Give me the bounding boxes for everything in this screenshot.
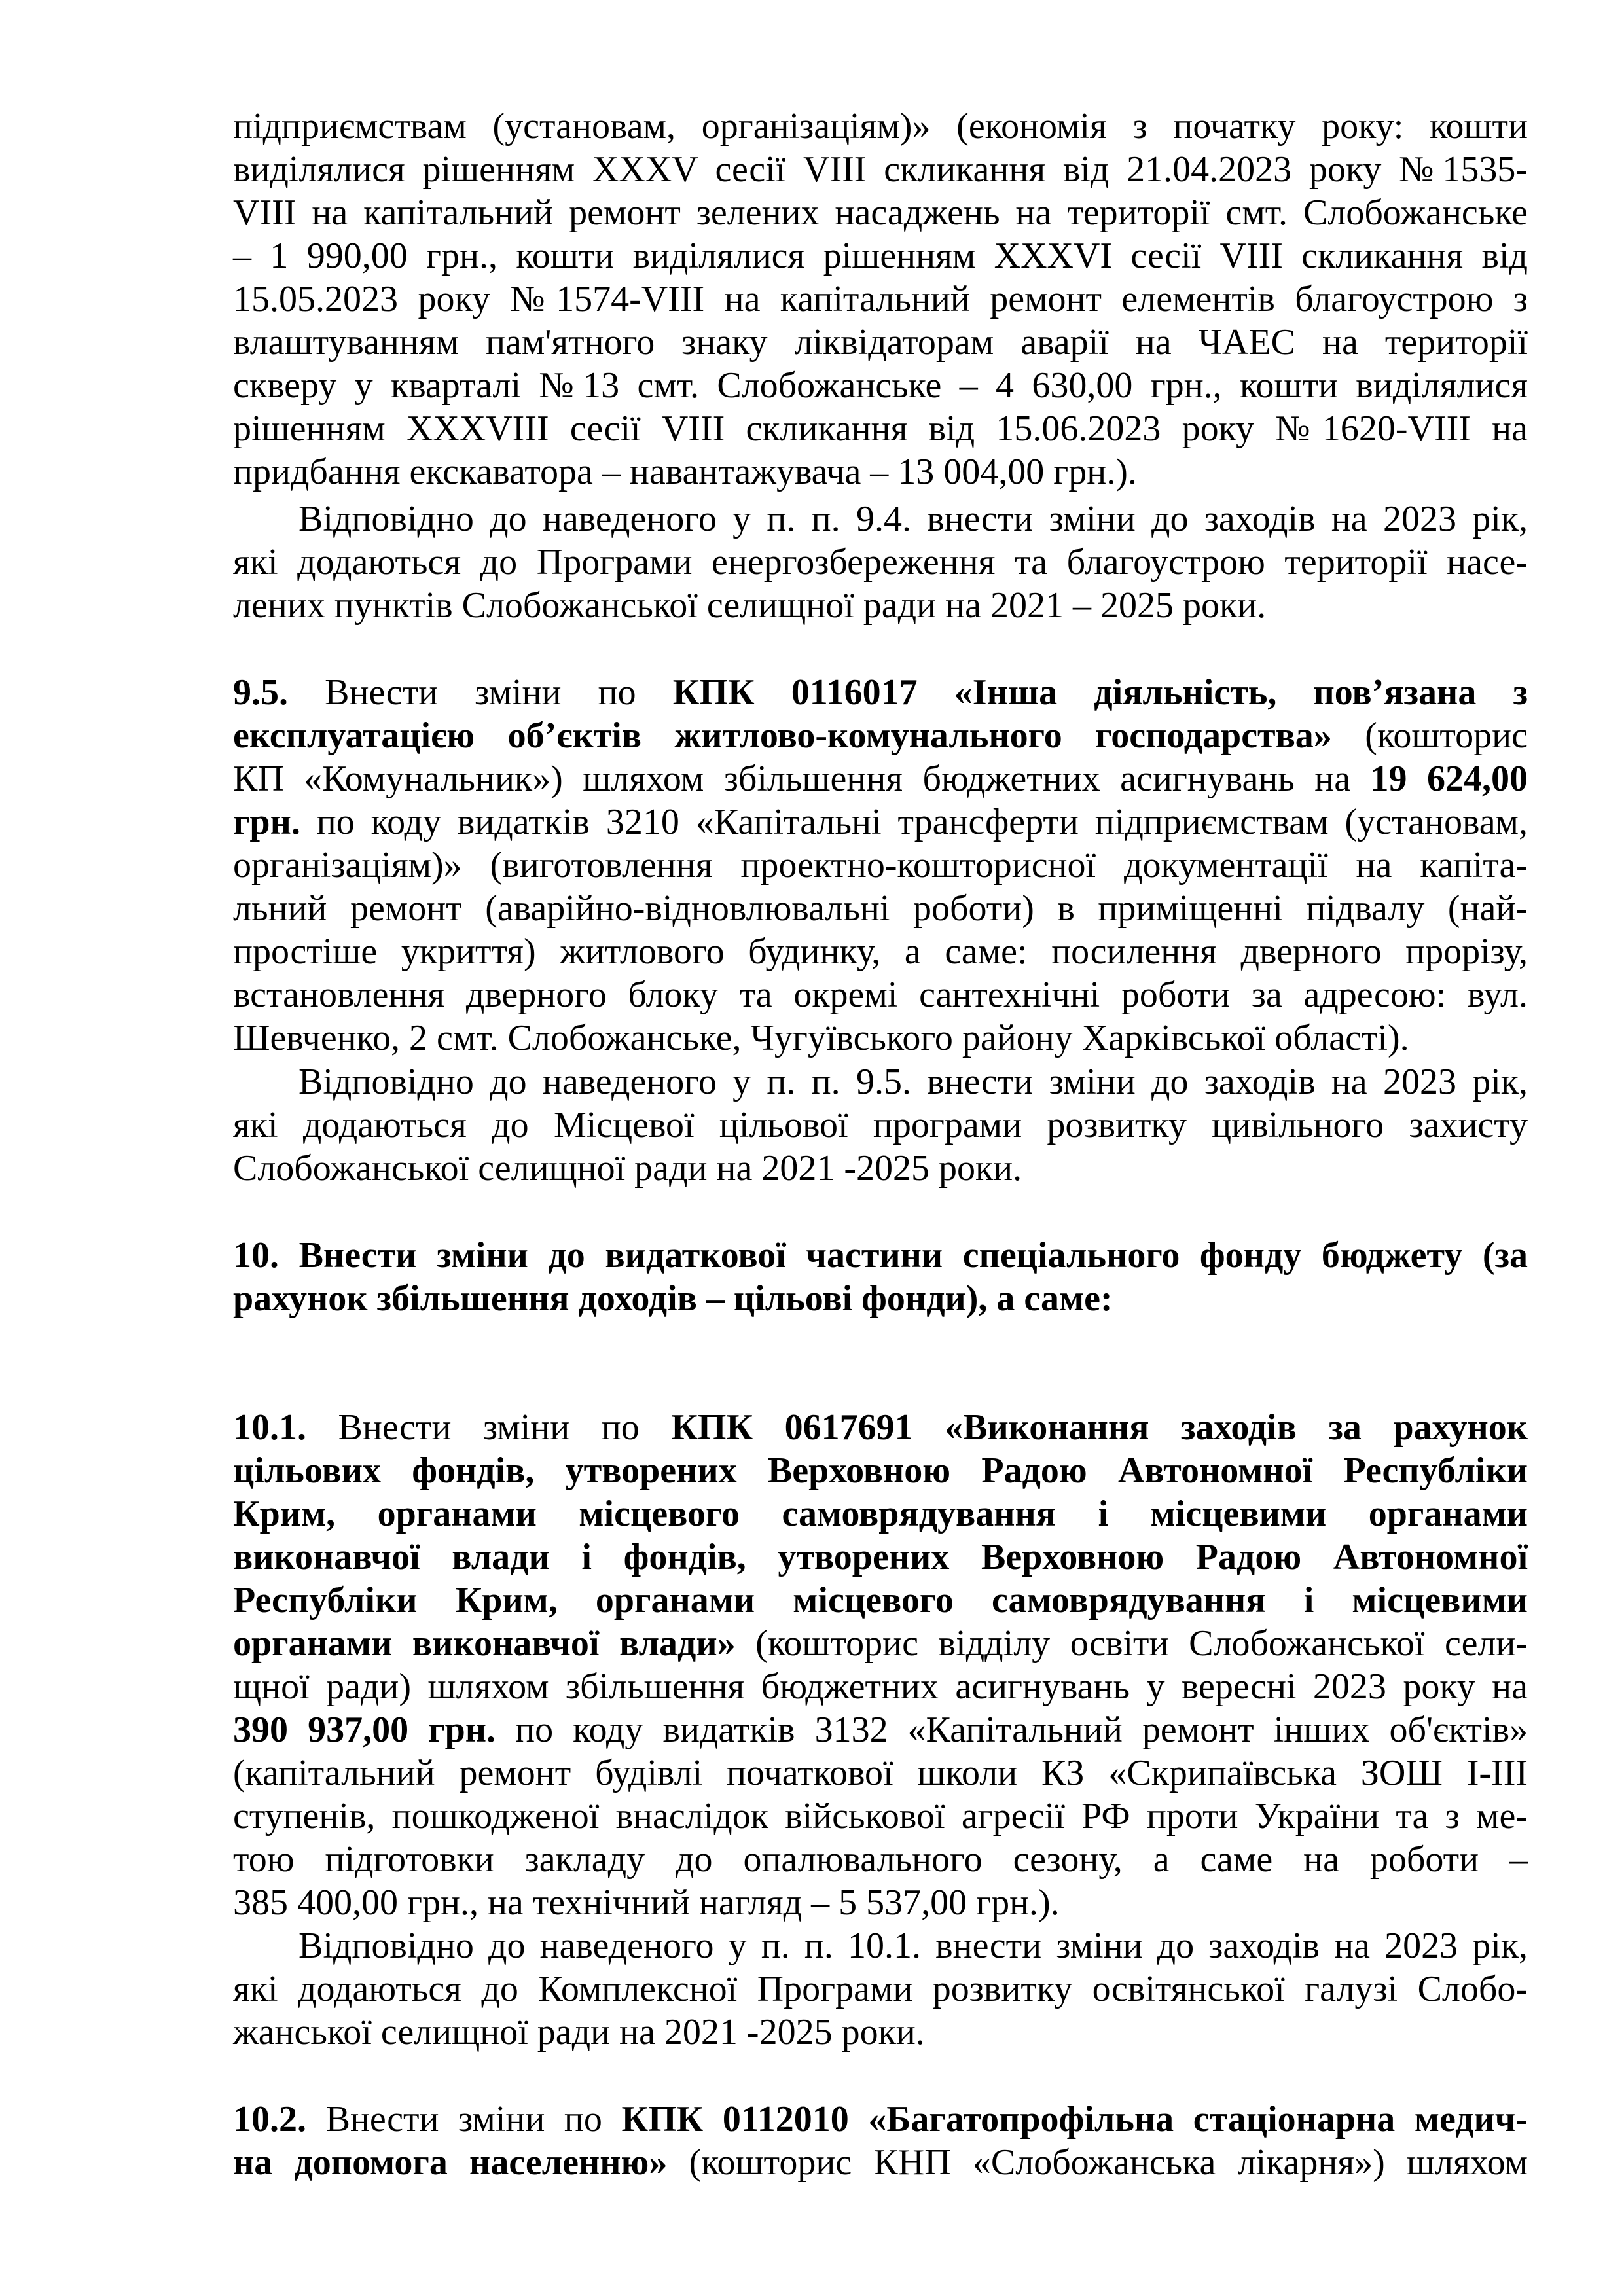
text-run: (кошторис відділу освіти Слобожанської сели- [735, 1623, 1528, 1664]
text-run: – 1 990,00 грн., кошти виділялися рішенням XXXVI сесії VIII скликання від [233, 236, 1528, 276]
text-line [233, 2011, 1528, 2054]
bold-text-run: органами виконавчої влади» [233, 1623, 736, 1664]
bold-text-run: Крим, органами місцевого самоврядування і місцевими органами [233, 1494, 1528, 1534]
text-run: Внести зміни по [306, 1407, 672, 1448]
text-run: підприємствам (установам, організаціям)» (економія з початку року: кошти [233, 106, 1528, 147]
bold-text-run: 10. Внести зміни до видаткової частини спеціального фонду бюджету (за [233, 1235, 1528, 1276]
text-line [233, 1795, 1528, 1838]
paragraph-accordingly-9-4 [233, 497, 1528, 627]
text-line [233, 714, 1528, 757]
text-run: 385 400,00 грн., на технічний нагляд – 5 537,00 грн.). [233, 1882, 1060, 1923]
text-run: VIII на капітальний ремонт зелених насаджень на території смт. Слобожанське [233, 192, 1528, 233]
text-line [233, 1234, 1528, 1277]
text-line [233, 844, 1528, 887]
text-line [233, 757, 1528, 800]
bold-text-run: КПК 0617691 «Виконання заходів за рахунок [671, 1407, 1528, 1448]
text-run: виділялися рішенням XXXV сесії VIII скликання від 21.04.2023 року №1535- [233, 149, 1528, 190]
text-line [233, 1406, 1528, 1449]
text-run: Шевченко, 2 смт. Слобожанське, Чугуївського району Харківської області). [233, 1018, 1409, 1058]
text-run: по коду видатків 3210 «Капітальні трансферти підприємствам (установам, [300, 802, 1528, 842]
text-line [233, 973, 1528, 1016]
text-line [233, 1838, 1528, 1881]
text-run: лених пунктів Слобожанської селищної ради на 2021 – 2025 роки. [233, 585, 1267, 626]
paragraph-accordingly-9-5 [233, 1060, 1528, 1190]
text-line [233, 1751, 1528, 1795]
text-run: (капітальний ремонт будівлі початкової школи КЗ «Скрипаївська ЗОШ I-III [233, 1753, 1528, 1793]
text-run: організаціям)» (виготовлення проектно-кошторисної документації на капіта- [233, 845, 1528, 886]
text-line [233, 671, 1528, 714]
bold-text-run: 390 937,00 грн. [233, 1710, 496, 1750]
text-run: придбання екскаватора – навантажувача – 13 004,00 грн.). [233, 452, 1137, 492]
bold-text-run: КПК 0112010 «Багатопрофільна стаціонарна медич- [621, 2099, 1528, 2140]
text-line [233, 1665, 1528, 1708]
text-line [233, 1535, 1528, 1579]
text-run: по коду видатків 3132 «Капітальний ремонт інших об'єктів» [496, 1710, 1528, 1750]
text-line [233, 1449, 1528, 1492]
text-run: які додаються до Програми енергозбереження та благоустрою території насе- [233, 542, 1528, 583]
bold-text-run: 10.2. [233, 2099, 306, 2140]
text-line [233, 1579, 1528, 1622]
text-run: скверу у кварталі №13 смт. Слобожанське – 4 630,00 грн., кошти виділялися [233, 365, 1528, 406]
bold-text-run: виконавчої влади і фондів, утворених Верховною Радою Автономної [233, 1537, 1528, 1577]
bold-text-run: цільових фондів, утворених Верховною Радою Автономної Республіки [233, 1450, 1528, 1491]
text-run: рішенням XXXVIII сесії VIII скликання від 15.06.2023 року №1620-VIII на [233, 408, 1528, 449]
paragraph-section-9-5 [233, 671, 1528, 1060]
text-line [233, 1881, 1528, 1924]
text-line [233, 1708, 1528, 1751]
text-run: щної ради) шляхом збільшення бюджетних асигнувань у вересні 2023 року на [233, 1666, 1528, 1707]
text-run: Відповідно до наведеного у п. п. 9.4. внести зміни до заходів на 2023 рік, [298, 499, 1528, 539]
paragraph-section-10-1 [233, 1406, 1528, 1924]
bold-text-run: на допомога населенню» [233, 2142, 668, 2183]
text-line [233, 2098, 1528, 2141]
bold-text-run: Республіки Крим, органами місцевого самоврядування і місцевими [233, 1580, 1528, 1621]
text-run: КП «Комунальник») шляхом збільшення бюджетних асигнувань на [233, 759, 1371, 799]
text-run: Внести зміни по [306, 2099, 622, 2140]
text-line [233, 1277, 1528, 1320]
text-line [233, 1967, 1528, 2011]
text-line [233, 191, 1528, 234]
bold-text-run: рахунок збільшення доходів – цільові фонди), а саме: [233, 1278, 1113, 1319]
text-run: Внести зміни по [288, 672, 673, 713]
text-line [233, 321, 1528, 364]
text-run: 15.05.2023 року №1574-VIII на капітальний ремонт елементів благоустрою з [233, 279, 1528, 319]
text-line [233, 1622, 1528, 1665]
bold-text-run: 9.5. [233, 672, 288, 713]
text-run: тою підготовки закладу до опалювального сезону, а саме на роботи – [233, 1839, 1528, 1880]
text-run: встановлення дверного блоку та окремі сантехнічні роботи за адресою: вул. [233, 975, 1528, 1015]
text-line [233, 148, 1528, 191]
bold-text-run: 10.1. [233, 1407, 306, 1448]
text-line [233, 234, 1528, 278]
text-line [233, 497, 1528, 541]
text-line [233, 541, 1528, 584]
text-line [233, 1924, 1528, 1967]
text-run: жанської селищної ради на 2021 -2025 роки. [233, 2012, 925, 2053]
text-line [233, 1492, 1528, 1535]
text-line [233, 105, 1528, 148]
text-run: простіше укриття) житлового будинку, а саме: посилення дверного прорізу, [233, 931, 1528, 972]
text-line [233, 800, 1528, 844]
text-line [233, 584, 1528, 627]
text-run: ступенів, пошкодженої внаслідок військової агресії РФ проти України та з ме- [233, 1796, 1528, 1837]
text-line [233, 364, 1528, 407]
section-heading-10 [233, 1234, 1528, 1320]
bold-text-run: 19 624,00 [1370, 759, 1528, 799]
text-run: (кошторис КНП «Слобожанська лікарня») шляхом [667, 2142, 1528, 2183]
text-run: (кошторис [1331, 715, 1528, 756]
text-line [233, 450, 1528, 493]
paragraph-accordingly-10-1 [233, 1924, 1528, 2054]
text-run: влаштуванням пам'ятного знаку ліквідаторам аварії на ЧАЕС на території [233, 322, 1528, 363]
text-run: Відповідно до наведеного у п. п. 10.1. внести зміни до заходів на 2023 рік, [298, 1926, 1528, 1966]
text-line [233, 1016, 1528, 1060]
paragraph-continuation-9-4 [233, 105, 1528, 493]
text-run: льний ремонт (аварійно-відновлювальні роботи) в приміщенні підвалу (най- [233, 888, 1528, 929]
bold-text-run: КПК 0116017 «Інша діяльність, пов’язана з [672, 672, 1528, 713]
text-line [233, 2141, 1528, 2184]
text-run: які додаються до Комплексної Програми розвитку освітянської галузі Слобо- [233, 1969, 1528, 2009]
text-run: які додаються до Місцевої цільової програми розвитку цивільного захисту [233, 1105, 1528, 1145]
text-line [233, 278, 1528, 321]
text-run: Слобожанської селищної ради на 2021 -2025 роки. [233, 1148, 1022, 1189]
text-line [233, 1103, 1528, 1147]
text-line [233, 407, 1528, 450]
bold-text-run: експлуатацією об’єктів житлово-комунального господарства» [233, 715, 1332, 756]
bold-text-run: грн. [233, 802, 300, 842]
text-line [233, 887, 1528, 930]
text-run: Відповідно до наведеного у п. п. 9.5. внести зміни до заходів на 2023 рік, [298, 1062, 1528, 1102]
text-line [233, 1060, 1528, 1103]
text-line [233, 930, 1528, 973]
paragraph-section-10-2 [233, 2098, 1528, 2184]
text-line [233, 1147, 1528, 1190]
